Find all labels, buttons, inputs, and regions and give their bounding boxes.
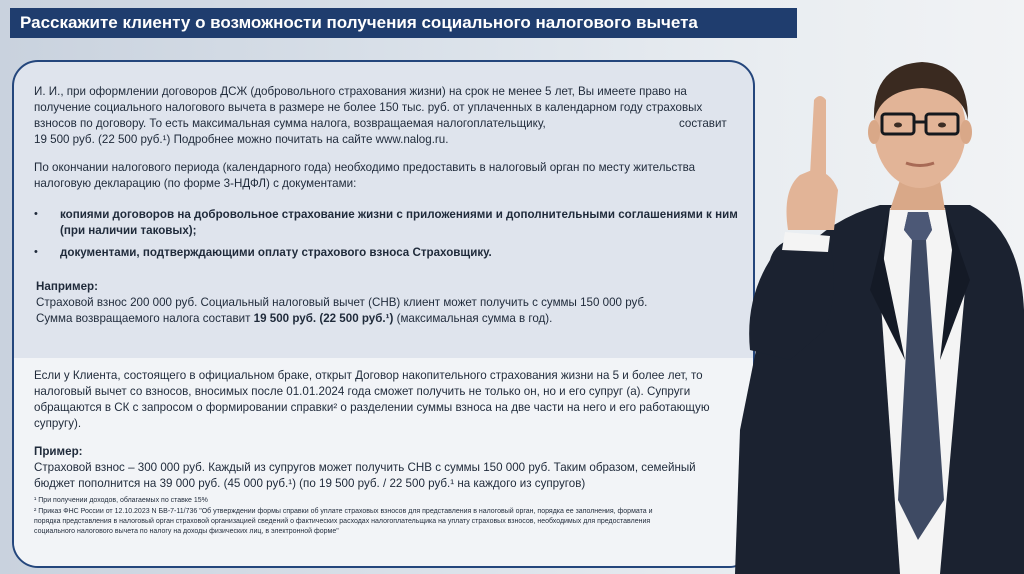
footnote-2-line-1: ² Приказ ФНС России от 12.10.2023 N БВ-7-11/736 "Об утверждении формы справки об уплате страховых взносов для представления в налоговый орган, порядка ее заполнения, формата и [34,508,653,515]
intro-line-3-end: составит [679,117,727,130]
period-line-1: По окончании налогового периода (календарного года) необходимо предоставить в налоговый орган по месту жительства [34,161,696,174]
footnote-1: ¹ При получении доходов, облагаемых по ставке 15% [34,497,208,504]
example-line-2: Сумма возвращаемого налога составит 19 500 руб. (22 500 руб.¹) (максимальная сумма в год). [36,312,553,325]
period-line-2: налоговую декларацию (по форме 3-НДФЛ) с документами: [34,177,357,190]
bullet-item-1: копиями договоров на добровольное страхование жизни с приложениями и дополнительными соглашениями к ним [60,208,738,221]
businessman-illustration [730,30,1024,574]
intro-line-4: 19 500 руб. (22 500 руб.¹) Подробнее можно почитать на сайте www.nalog.ru. [34,133,449,146]
bullet-item-1-cont: (при наличии таковых); [60,224,197,237]
intro-line-1: И. И., при оформлении договоров ДСЖ (добровольного страхования жизни) на срок не менее 5 лет, Вы имеете право на [34,85,687,98]
intro-line-2: получение социального налогового вычета в размере не более 150 тыс. руб. от уплаченных в календарном году страховых [34,101,703,114]
example2-heading: Пример: [34,445,83,458]
spouse-line-2: налоговый вычет со взносов, вносимых после 01.01.2024 года сможет получить не только он, но и его супруг (а). Супруги [34,385,691,398]
spouse-line-1: Если у Клиента, состоящего в официальном браке, открыт Договор накопительного страхования жизни на 5 и более лет, то [34,369,703,382]
footnote-2-line-3: социального налогового вычета по налогу на доходы физических лиц, в электронной форме" [34,528,339,535]
example-heading: Например: [36,280,98,293]
example-line-1: Страховой взнос 200 000 руб. Социальный налоговый вычет (СНВ) клиент может получить с суммы 150 000 руб. [36,296,648,309]
page-title: Расскажите клиенту о возможности получения социального налогового вычета [10,8,797,38]
bullet-icon: • [34,246,38,258]
bullet-item-2: документами, подтверждающими оплату страхового взноса Страховщику. [60,246,492,259]
spouse-line-3: обращаются в СК с запросом о формировании справки² о разделении суммы взноса на две части на него и его работающую [34,401,710,414]
content-panel [12,60,755,568]
footnote-2-line-2: порядка представления в налоговый орган страховой организацией сведений о фактических расходах налогоплательщика на уплату страховых взносов, необходимых для предоставления [34,518,651,525]
example2-line-2: бюджет пополнится на 39 000 руб. (45 000 руб.¹) (по 19 500 руб. / 22 500 руб.¹ на каждого из супругов) [34,477,586,490]
intro-line-3: взносов по договору. То есть максимальная сумма налога, возвращаемая налогоплательщику, [34,117,546,130]
spouse-line-4: супругу). [34,417,82,430]
bullet-icon: • [34,208,38,220]
example2-line-1: Страховой взнос – 300 000 руб. Каждый из супругов может получить СНВ с суммы 150 000 руб. Таким образом, семейный [34,461,696,474]
